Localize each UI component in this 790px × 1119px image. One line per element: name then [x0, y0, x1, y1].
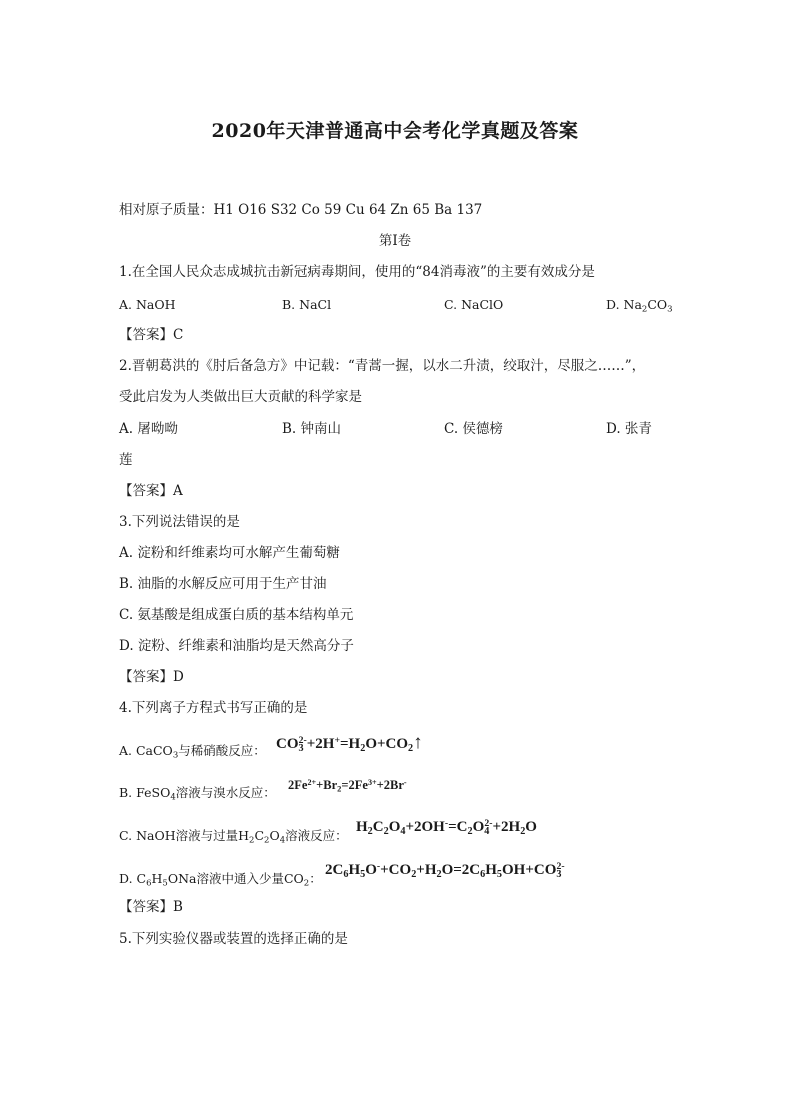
q3-answer: 【答案】D — [119, 669, 184, 685]
question-1-stem: 1.在全国人民众志成城抗击新冠病毒期间，使用的“84消毒液”的主要有效成分是 — [119, 264, 595, 280]
q3-option-d: D. 淀粉、纤维素和油脂均是天然高分子 — [119, 638, 354, 654]
q3-option-c: C. 氨基酸是组成蛋白质的基本结构单元 — [119, 607, 354, 623]
q3-option-b: B. 油脂的水解反应可用于生产甘油 — [119, 576, 327, 592]
q2-option-a: A. 屠呦呦 — [119, 421, 178, 437]
q4-option-d-label: D. $C_6H_5ONa$溶液中通入少量$CO_2$： — [119, 871, 322, 889]
q4-option-a-label: A. CaCO$_3$与稀硝酸反应： — [119, 743, 266, 761]
q4-option-b-equation: $2Fe^{2+}+Br_2=2Fe^{3+}+2Br^-$ — [288, 777, 407, 794]
q4-option-d-equation: $2C_6H_5O^-+CO_2+H_2O=2C_6H_5OH+CO_3^{2-}$ — [325, 861, 565, 881]
q4-option-a-equation: $CO_3^{2-}+2H^+=H_2O+CO_2↑$ — [276, 732, 423, 755]
q2-option-c: C. 侯德榜 — [444, 421, 503, 437]
q1-option-a: A. NaOH — [119, 297, 176, 312]
question-5-stem: 5.下列实验仪器或装置的选择正确的是 — [119, 931, 348, 947]
question-4-stem: 4.下列离子方程式书写正确的是 — [119, 700, 308, 716]
q4-option-b-label: B. FeSO$_4$溶液与溴水反应： — [119, 785, 276, 803]
question-2-stem-line2: 受此启发为人类做出巨大贡献的科学家是 — [119, 389, 362, 405]
q1-option-c: C. NaClO — [444, 297, 504, 312]
q4-answer: 【答案】B — [119, 899, 183, 915]
q2-option-b: B. 钟南山 — [282, 421, 342, 437]
q2-option-d: D. 张青 — [606, 421, 652, 437]
q4-option-c-equation: $H_2C_2O_4+2OH^-=C_2O_4^{2-}+2H_2O$ — [356, 818, 537, 838]
question-2-stem-line1: 2.晋朝葛洪的《肘后备急方》中记载：“青蒿一握，以水二升渍，绞取汁，尽服之……”， — [119, 358, 646, 374]
page-title: 2020年天津普通高中会考化学真题及答案 — [211, 120, 579, 142]
q1-answer: 【答案】C — [119, 327, 184, 343]
question-3-stem: 3.下列说法错误的是 — [119, 514, 240, 530]
atomic-masses: 相对原子质量：H1 O16 S32 Co 59 Cu 64 Zn 65 Ba 137 — [119, 202, 483, 218]
section-heading: 第Ⅰ卷 — [378, 233, 412, 249]
q2-option-d-continued: 莲 — [119, 452, 133, 468]
q2-answer: 【答案】A — [119, 483, 183, 499]
q1-option-b: B. NaCl — [282, 297, 332, 312]
q4-option-c-label: C. NaOH溶液与过量$H_2C_2O_4$溶液反应： — [119, 828, 348, 846]
q1-option-d: D. $Na_2CO_3$ — [606, 297, 673, 315]
q3-option-a: A. 淀粉和纤维素均可水解产生葡萄糖 — [119, 545, 340, 561]
